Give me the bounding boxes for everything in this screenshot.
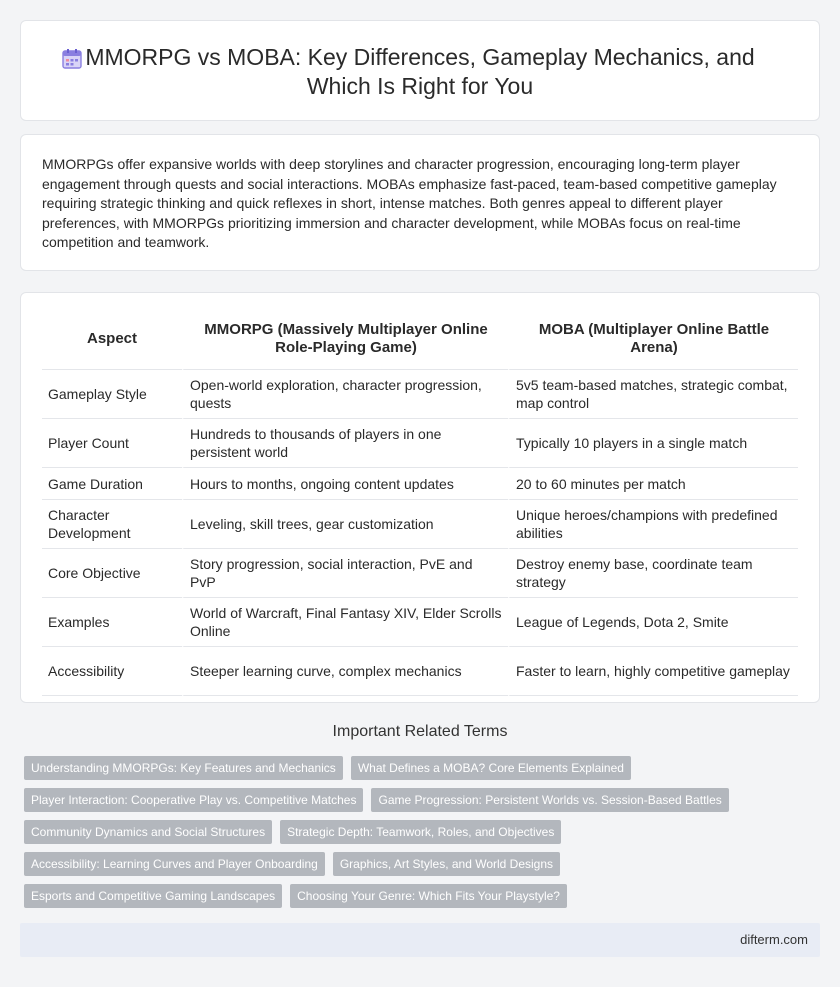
row-moba: 20 to 60 minutes per match <box>508 468 798 500</box>
related-term-link[interactable]: Player Interaction: Cooperative Play vs. Competitive Matches <box>24 788 363 812</box>
row-moba: Typically 10 players in a single match <box>508 419 798 468</box>
related-term-link[interactable]: Accessibility: Learning Curves and Player Onboarding <box>24 852 325 876</box>
comparison-table <box>42 308 798 696</box>
table-row <box>42 419 798 468</box>
footer-site-link[interactable]: difterm.com <box>740 932 808 947</box>
table-header-row <box>42 308 798 370</box>
footer <box>20 923 820 957</box>
comparison-table-card <box>20 292 820 703</box>
header-moba: MOBA (Multiplayer Online Battle Arena) <box>508 308 798 370</box>
row-moba: League of Legends, Dota 2, Smite <box>508 598 798 647</box>
related-term-link[interactable]: Game Progression: Persistent Worlds vs. Session-Based Battles <box>371 788 728 812</box>
row-mmorpg: Leveling, skill trees, gear customization <box>182 500 508 549</box>
row-moba: 5v5 team-based matches, strategic combat, map control <box>508 370 798 419</box>
row-mmorpg: Steeper learning curve, complex mechanics <box>182 647 508 696</box>
tag-row <box>24 820 814 844</box>
header-card <box>20 20 820 121</box>
related-terms-heading: Important Related Terms <box>332 723 508 740</box>
row-mmorpg: Story progression, social interaction, PvE and PvP <box>182 549 508 598</box>
page-title: MMORPG vs MOBA: Key Differences, Gameplay Mechanics, and Which Is Right for You <box>85 44 755 99</box>
row-aspect: Accessibility <box>42 647 182 696</box>
related-term-link[interactable]: What Defines a MOBA? Core Elements Explained <box>351 756 631 780</box>
header-aspect: Aspect <box>42 308 182 370</box>
tag-row <box>24 788 814 812</box>
related-term-link[interactable]: Esports and Competitive Gaming Landscapes <box>24 884 282 908</box>
table-row <box>42 647 798 696</box>
row-mmorpg: Hundreds to thousands of players in one persistent world <box>182 419 508 468</box>
header-mmorpg: MMORPG (Massively Multiplayer Online Role-Playing Game) <box>182 308 508 370</box>
table-row <box>42 370 798 419</box>
row-aspect: Examples <box>42 598 182 647</box>
row-mmorpg: Hours to months, ongoing content updates <box>182 468 508 500</box>
intro-card <box>20 134 820 271</box>
row-aspect: Core Objective <box>42 549 182 598</box>
table-row <box>42 549 798 598</box>
table-row <box>42 598 798 647</box>
row-aspect: Player Count <box>42 419 182 468</box>
table-row <box>42 500 798 549</box>
related-terms-list <box>24 756 814 916</box>
row-moba: Faster to learn, highly competitive gameplay <box>508 647 798 696</box>
related-term-link[interactable]: Strategic Depth: Teamwork, Roles, and Objectives <box>280 820 561 844</box>
tag-row <box>24 852 814 876</box>
intro-paragraph: MMORPGs offer expansive worlds with deep storylines and character progression, encouraging long-term player engagement through quests and social interactions. MOBAs emphasize fast-paced, team-based competitive gameplay requiring strategic thinking and quick reflexes in short, intense matches. Both genres appeal to different player preferences, with MMORPGs prioritizing immersion and character development, while MOBAs focus on real-time competition and teamwork. <box>42 156 777 251</box>
row-mmorpg: Open-world exploration, character progression, quests <box>182 370 508 419</box>
table-row <box>42 468 798 500</box>
related-term-link[interactable]: Understanding MMORPGs: Key Features and Mechanics <box>24 756 343 780</box>
row-mmorpg: World of Warcraft, Final Fantasy XIV, Elder Scrolls Online <box>182 598 508 647</box>
related-term-link[interactable]: Graphics, Art Styles, and World Designs <box>333 852 560 876</box>
related-term-link[interactable]: Choosing Your Genre: Which Fits Your Playstyle? <box>290 884 567 908</box>
related-term-link[interactable]: Community Dynamics and Social Structures <box>24 820 272 844</box>
row-aspect: Gameplay Style <box>42 370 182 419</box>
tag-row <box>24 884 814 908</box>
row-moba: Unique heroes/champions with predefined abilities <box>508 500 798 549</box>
row-aspect: Game Duration <box>42 468 182 500</box>
tag-row <box>24 756 814 780</box>
row-moba: Destroy enemy base, coordinate team strategy <box>508 549 798 598</box>
row-aspect: Character Development <box>42 500 182 549</box>
